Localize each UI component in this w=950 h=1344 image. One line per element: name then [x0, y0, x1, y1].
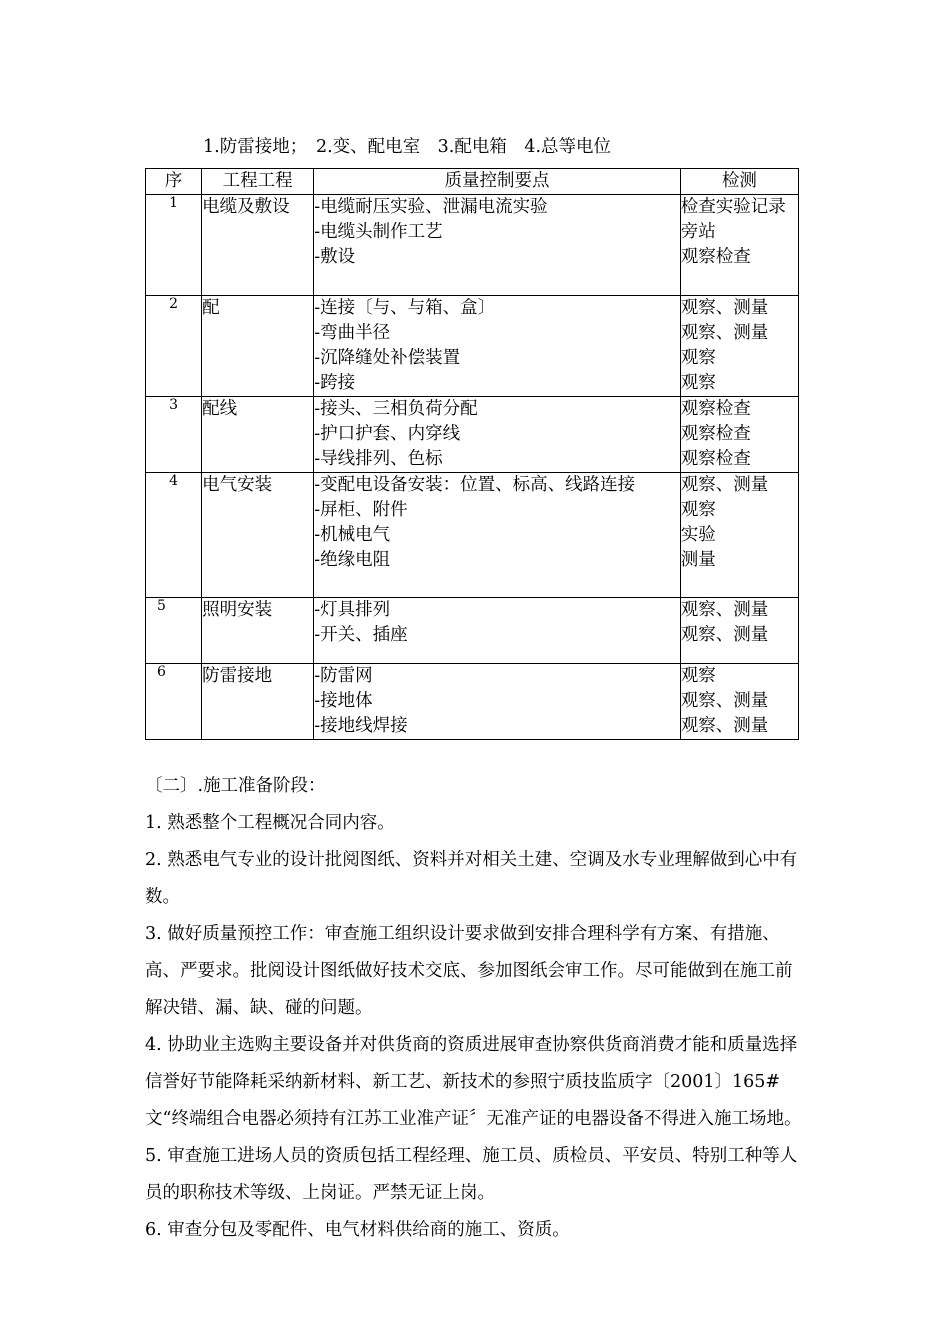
check-line: 观察、测量 [680, 716, 769, 736]
point-line: -连接〔与、与箱、盒〕 [314, 298, 496, 318]
list-item: 5. 审查施工进场人员的资质包括工程经理、施工员、质检员、平安员、特别工种等人员的职称技术等级、上岗证。严禁无证上岗。 [145, 1146, 798, 1203]
point-line: -导线排列、色标 [314, 449, 443, 469]
point-line: -电缆头制作工艺 [314, 222, 443, 242]
list-item: 6. 审查分包及零配件、电气材料供给商的施工、资质。 [145, 1220, 570, 1240]
row-points [314, 664, 681, 740]
row-item: 防雷接地 [202, 664, 314, 740]
point-line: -跨接 [314, 373, 356, 393]
point-line: -接地线焊接 [314, 716, 408, 736]
row-points [314, 296, 681, 397]
check-line: 观察 [680, 500, 716, 520]
point-line: -护口护套、内穿线 [314, 424, 461, 444]
check-line: 观察检查 [680, 424, 751, 444]
row-item: 照明安装 [202, 598, 314, 664]
header-item: 工程工程 [202, 169, 314, 195]
header-check: 检测 [680, 169, 798, 195]
row-checks [680, 397, 798, 473]
row-checks [680, 195, 798, 296]
check-line: 观察检查 [680, 247, 751, 267]
list-item: 3. 做好质量预控工作：审查施工组织设计要求做到安排合理科学有方案、有措施、高、严要求。批阅设计图纸做好技术交底、参加图纸会审工作。尽可能做到在施工前解决错、漏、缺、碰的问题。 [145, 924, 793, 1018]
check-line: 观察、测量 [680, 298, 769, 318]
row-item: 电缆及敷设 [202, 195, 314, 296]
point-line: -弯曲半径 [314, 323, 391, 343]
check-line: 观察检查 [680, 449, 751, 469]
row-points [314, 473, 681, 598]
row-points [314, 397, 681, 473]
row-seq: 5 [146, 598, 202, 664]
point-line: -防雷网 [314, 666, 373, 686]
point-line: -绝缘电阻 [314, 550, 391, 570]
section-heading: 1.防雷接地； 2.变、配电室 3.配电箱 4.总等电位 [203, 137, 612, 157]
quality-control-table [145, 168, 799, 740]
row-seq: 2 [146, 296, 202, 397]
check-line: 观察、测量 [680, 600, 769, 620]
row-checks [680, 598, 798, 664]
table-row [146, 296, 799, 397]
table-row [146, 397, 799, 473]
check-line: 观察 [680, 666, 716, 686]
row-checks [680, 473, 798, 598]
point-line: -机械电气 [314, 525, 391, 545]
check-line: 观察、测量 [680, 625, 769, 645]
point-line: -接地体 [314, 691, 373, 711]
list-item: 4. 协助业主选购主要设备并对供货商的资质进展审查协察供货商消费才能和质量选择信誉好节能降耗采纳新材料、新工艺、新技术的参照宁质技监质字〔2001〕165#文“终端组合电器必须持有江苏工业准产证〞无准产证的电器设备不得进入施工场地。 [145, 1035, 802, 1129]
check-line: 观察 [680, 348, 716, 368]
check-line: 检查实验记录 [680, 197, 786, 217]
row-points [314, 598, 681, 664]
check-line: 旁站 [680, 222, 716, 242]
row-checks [680, 664, 798, 740]
table-row [146, 195, 799, 296]
row-seq: 3 [146, 397, 202, 473]
check-line: 测量 [680, 550, 716, 570]
row-item: 配线 [202, 397, 314, 473]
point-line: -变配电设备安装：位置、标高、线路连接 [314, 475, 636, 495]
section-title: 〔二〕.施工准备阶段： [145, 776, 326, 796]
point-line: -灯具排列 [314, 600, 391, 620]
check-line: 观察、测量 [680, 475, 769, 495]
header-points: 质量控制要点 [314, 169, 681, 195]
header-seq: 序 [146, 169, 202, 195]
table-row [146, 664, 799, 740]
point-line: -接头、三相负荷分配 [314, 399, 478, 419]
check-line: 观察、测量 [680, 323, 769, 343]
point-line: -电缆耐压实验、泄漏电流实验 [314, 197, 548, 217]
row-seq: 4 [146, 473, 202, 598]
point-line: -沉降缝处补偿装置 [314, 348, 461, 368]
list-item: 1. 熟悉整个工程概况合同内容。 [145, 813, 395, 833]
check-line: 观察检查 [680, 399, 751, 419]
row-points [314, 195, 681, 296]
point-line: -敷设 [314, 247, 356, 267]
row-item: 配 [202, 296, 314, 397]
table-header-row [146, 169, 799, 195]
point-line: -开关、插座 [314, 625, 408, 645]
table-row [146, 473, 799, 598]
row-item: 电气安装 [202, 473, 314, 598]
point-line: -屏柜、附件 [314, 500, 408, 520]
check-line: 实验 [680, 525, 716, 545]
row-seq: 6 [146, 664, 202, 740]
check-line: 观察 [680, 373, 716, 393]
row-checks [680, 296, 798, 397]
preparation-section [145, 768, 805, 1249]
row-seq: 1 [146, 195, 202, 296]
table-row [146, 598, 799, 664]
check-line: 观察、测量 [680, 691, 769, 711]
list-item: 2. 熟悉电气专业的设计批阅图纸、资料并对相关土建、空调及水专业理解做到心中有数。 [145, 850, 798, 907]
